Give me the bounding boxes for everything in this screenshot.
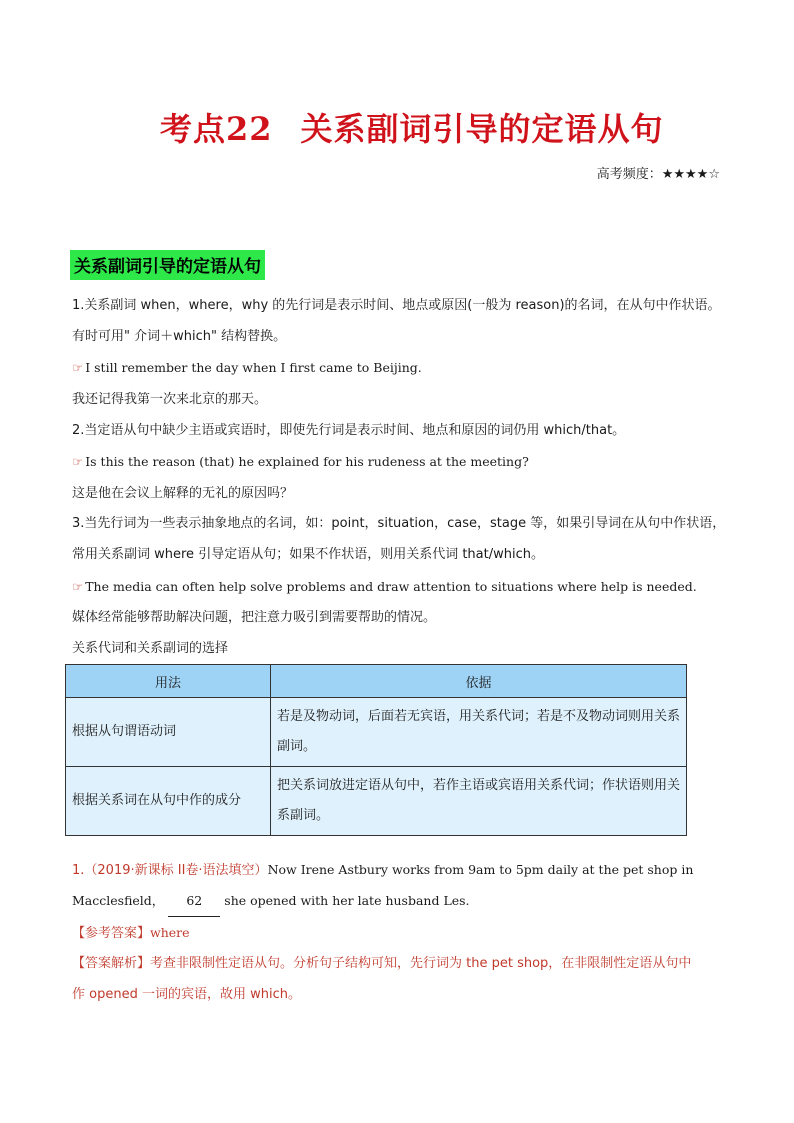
table-cell-basis: 把关系词放进定语从句中，若作主语或宾语用关系代词；作状语则用关系副词。	[271, 767, 687, 836]
analysis-line-2: 作 opened 一词的宾语，故用 which。	[72, 987, 301, 1002]
table-header-usage: 用法	[66, 665, 271, 698]
point-1-line-1: 1.关系副词 when，where，why 的先行词是表示时间、地点或原因(一般为 reason)的名词，在从句中作状语。	[72, 298, 721, 313]
frequency-stars-icon: ★★★★☆	[661, 167, 720, 182]
point-2: 2.当定语从句中缺少主语或宾语时，即使先行词是表示时间、地点和原因的词仍用 which/that。	[72, 423, 626, 438]
point-1-example	[72, 352, 732, 383]
example-sentence: The media can often help solve problems and draw attention to situations where help is needed.	[85, 579, 697, 594]
point-3-example	[72, 571, 732, 602]
exercise-place: Macclesfield，	[72, 893, 165, 908]
answer-analysis	[72, 948, 732, 1010]
point-3	[72, 508, 732, 570]
table-row	[66, 698, 687, 767]
answer-label: 【参考答案】	[72, 926, 151, 941]
answer-blank: 62	[168, 885, 220, 917]
exercise-source: 1.（2019·新课标 II卷·语法填空）	[72, 863, 268, 878]
example-sentence: I still remember the day when I first came to Beijing.	[85, 360, 422, 375]
table-header-row	[66, 665, 687, 698]
exercise-text: Now Irene Astbury works from 9am to 5pm daily at the pet shop in	[267, 862, 694, 877]
page-title	[160, 104, 720, 150]
frequency-label: 高考频度：	[596, 167, 662, 182]
table-row	[66, 767, 687, 836]
pointing-hand-icon: ☞	[72, 579, 84, 594]
point-2-example	[72, 446, 732, 477]
point-1-translation: 我还记得我第一次来北京的那天。	[72, 392, 268, 407]
selection-table	[65, 664, 687, 836]
point-3-line-1: 3.当先行词为一些表示抽象地点的名词，如：point，situation，case，stage 等，如果引导词在从句中作状语，	[72, 516, 726, 531]
table-caption: 关系代词和关系副词的选择	[72, 641, 229, 656]
reference-answer	[72, 917, 732, 949]
table-header-basis: 依据	[271, 665, 687, 698]
title-topic: 关系副词引导的定语从句	[300, 110, 664, 148]
example-sentence: Is this the reason (that) he explained for his rudeness at the meeting?	[85, 454, 529, 469]
section-heading: 关系副词引导的定语从句	[70, 250, 265, 280]
exercise-line-2	[72, 885, 732, 917]
point-2-translation: 这是他在会议上解释的无礼的原因吗？	[72, 486, 294, 501]
point-3-line-2: 常用关系副词 where 引导定语从句；如果不作状语，则用关系代词 that/which。	[72, 547, 544, 562]
analysis-label: 【答案解析】	[72, 956, 151, 971]
table-cell-basis: 若是及物动词，后面若无宾语，用关系代词；若是不及物动词则用关系副词。	[271, 698, 687, 767]
exam-frequency	[597, 163, 720, 182]
point-1-line-2: 有时可用" 介词＋which" 结构替换。	[72, 329, 287, 344]
point-3-translation: 媒体经常能够帮助解决问题，把注意力吸引到需要帮助的情况。	[72, 610, 437, 625]
answer-value: where	[150, 925, 190, 940]
title-number: 考点22	[160, 110, 273, 148]
table-cell-usage: 根据从句谓语动词	[66, 698, 271, 767]
analysis-line-1: 考查非限制性定语从句。分析句子结构可知，先行词为 the pet shop，在非限制性定语从句中	[150, 956, 692, 971]
exercise-continuation: she opened with her late husband Les.	[224, 893, 470, 908]
point-1	[72, 290, 732, 352]
pointing-hand-icon: ☞	[72, 360, 84, 375]
exercise-line-1	[72, 854, 732, 886]
table-cell-usage: 根据关系词在从句中作的成分	[66, 767, 271, 836]
pointing-hand-icon: ☞	[72, 454, 84, 469]
